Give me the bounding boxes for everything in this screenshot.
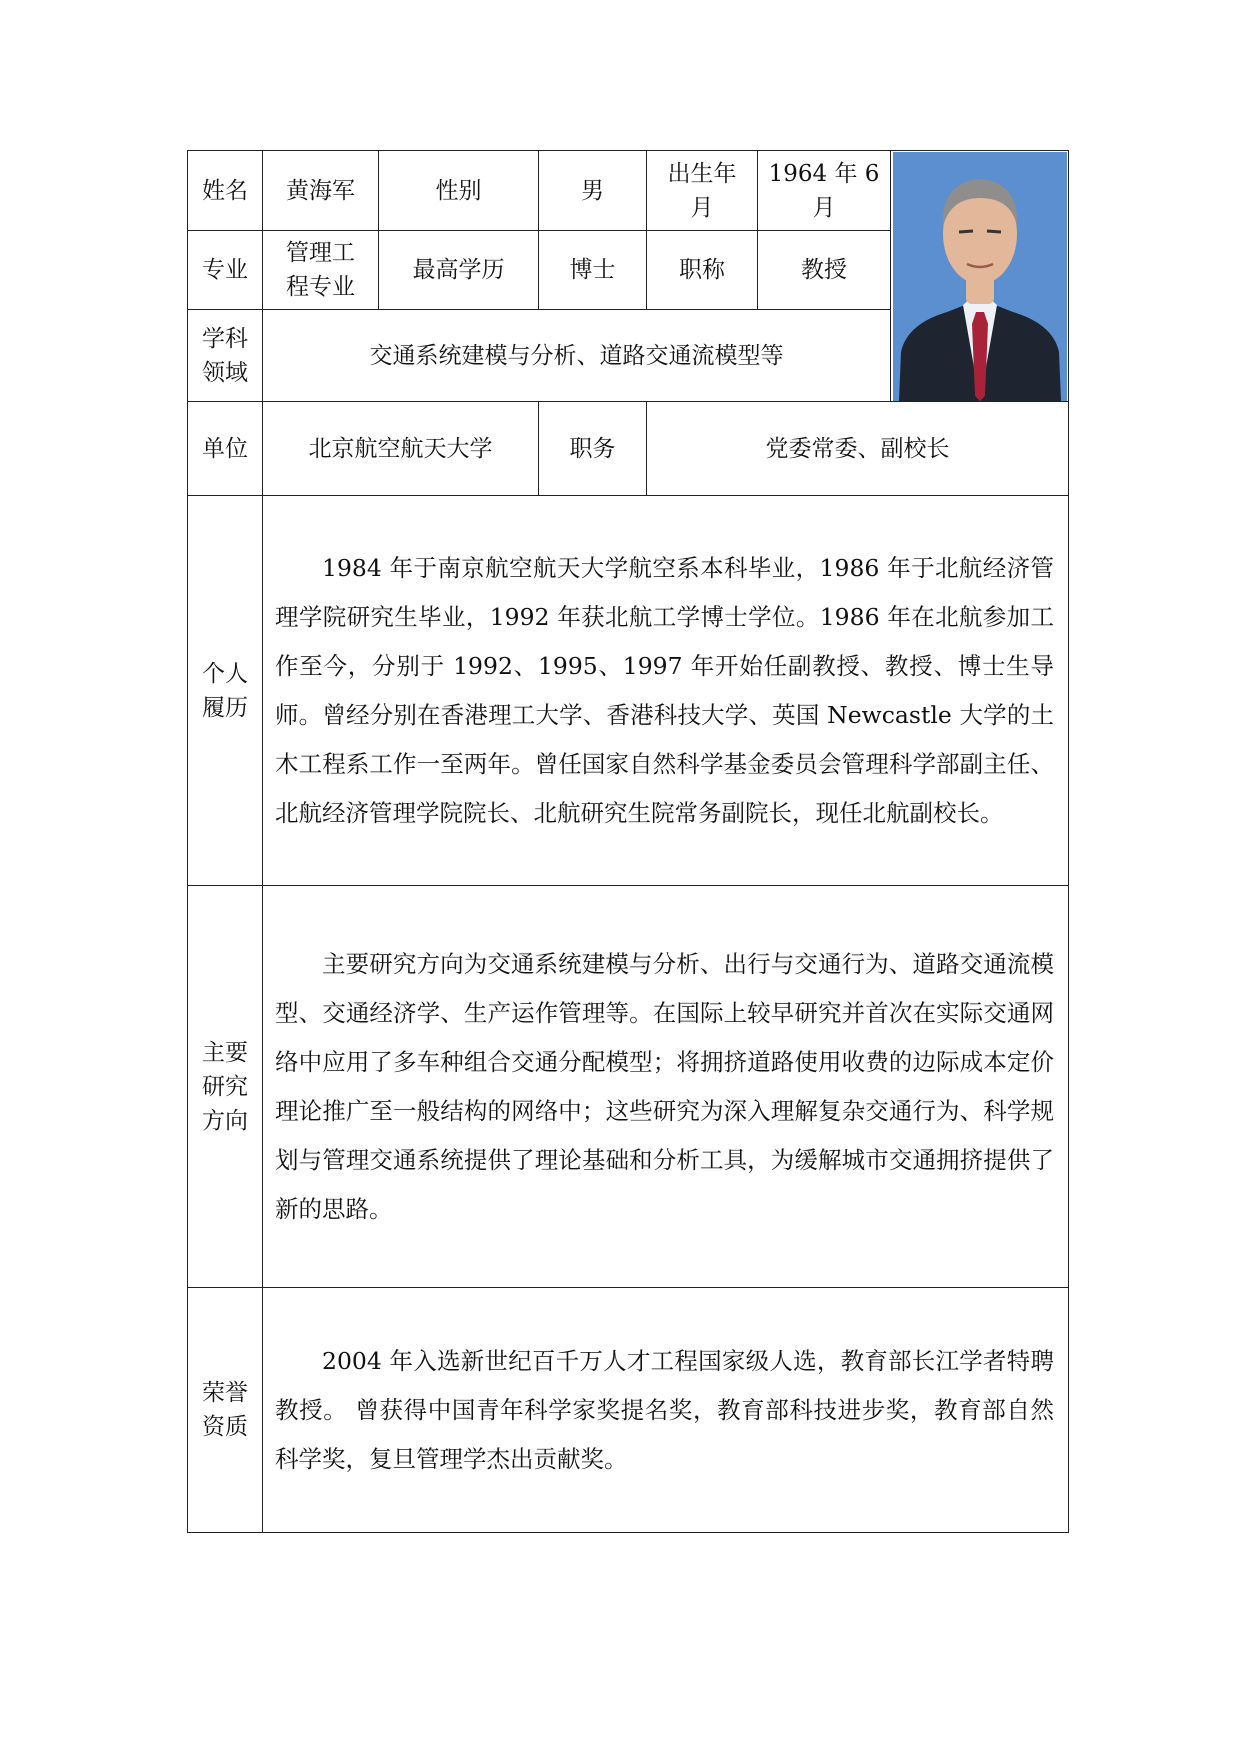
title-value: 教授	[758, 231, 891, 310]
field-label-line1: 学科	[202, 325, 248, 352]
research-label	[188, 886, 263, 1288]
resume-label	[188, 496, 263, 886]
gender-label: 性别	[379, 151, 539, 231]
row-resume	[188, 496, 1069, 886]
honors-label	[188, 1288, 263, 1533]
position-label: 职务	[539, 402, 647, 496]
honors-content	[263, 1288, 1069, 1533]
row-honors	[188, 1288, 1069, 1533]
profile-table	[187, 150, 1069, 1533]
honors-text: 2004 年入选新世纪百千万人才工程国家级人选，教育部长江学者特聘教授。 曾获得中国青年科学家奖提名奖，教育部科技进步奖，教育部自然科学奖，复旦管理学杰出贡献奖。	[275, 1346, 1054, 1473]
major-value	[263, 231, 379, 310]
name-value: 黄海军	[263, 151, 379, 231]
gender-value: 男	[539, 151, 647, 231]
name-label: 姓名	[188, 151, 263, 231]
unit-value: 北京航空航天大学	[263, 402, 539, 496]
portrait-cell	[891, 151, 1069, 402]
major-label: 专业	[188, 231, 263, 310]
birth-value-line1: 1964 年 6	[768, 160, 880, 187]
birth-label	[647, 151, 758, 231]
portrait-photo	[893, 152, 1067, 401]
row-unit	[188, 402, 1069, 496]
research-text: 主要研究方向为交通系统建模与分析、出行与交通行为、道路交通流模型、交通经济学、生产运作管理等。在国际上较早研究并首次在实际交通网络中应用了多车种组合交通分配模型；将拥挤道路使用收费的边际成本定价理论推广至一般结构的网络中；这些研究为深入理解复杂交通行为、科学规划与管理交通系统提供了理论基础和分析工具，为缓解城市交通拥挤提供了新的思路。	[275, 949, 1054, 1223]
degree-label: 最高学历	[379, 231, 539, 310]
position-value: 党委常委、副校长	[647, 402, 1069, 496]
birth-label-line1: 出生年	[667, 160, 737, 187]
research-label-line3: 方向	[202, 1107, 248, 1134]
field-label-line2: 领域	[202, 359, 248, 386]
birth-label-line2: 月	[690, 194, 714, 221]
research-content	[263, 886, 1069, 1288]
birth-value-line2: 月	[812, 194, 836, 221]
resume-text: 1984 年于南京航空航天大学航空系本科毕业，1986 年于北航经济管理学院研究生毕业，1992 年获北航工学博士学位。1986 年在北航参加工作至今，分别于 1992、1995、1997 年开始任副教授、教授、博士生导师。曾经分别在香港理工大学、香港科技大学、英国 Newcastle 大学的土木工程系工作一至两年。曾任国家自然科学基金委员会管理科学部副主任、北航经济管理学院院长、北航研究生院常务副院长，现任北航副校长。	[275, 553, 1054, 827]
resume-label-line1: 个人	[202, 660, 248, 687]
field-label	[188, 310, 263, 402]
title-label: 职称	[647, 231, 758, 310]
row-research	[188, 886, 1069, 1288]
honors-label-line2: 资质	[202, 1414, 248, 1440]
honors-label-line1: 荣誉	[202, 1380, 248, 1406]
research-label-line1: 主要	[202, 1039, 248, 1066]
major-value-line1: 管理工	[286, 240, 355, 266]
row-basic-info	[188, 151, 1069, 231]
research-label-line2: 研究	[202, 1073, 248, 1100]
unit-label: 单位	[188, 402, 263, 496]
birth-value	[758, 151, 891, 231]
resume-label-line2: 履历	[202, 694, 248, 721]
major-value-line2: 程专业	[286, 274, 355, 300]
resume-content	[263, 496, 1069, 886]
field-value: 交通系统建模与分析、道路交通流模型等	[263, 310, 891, 402]
degree-value: 博士	[539, 231, 647, 310]
